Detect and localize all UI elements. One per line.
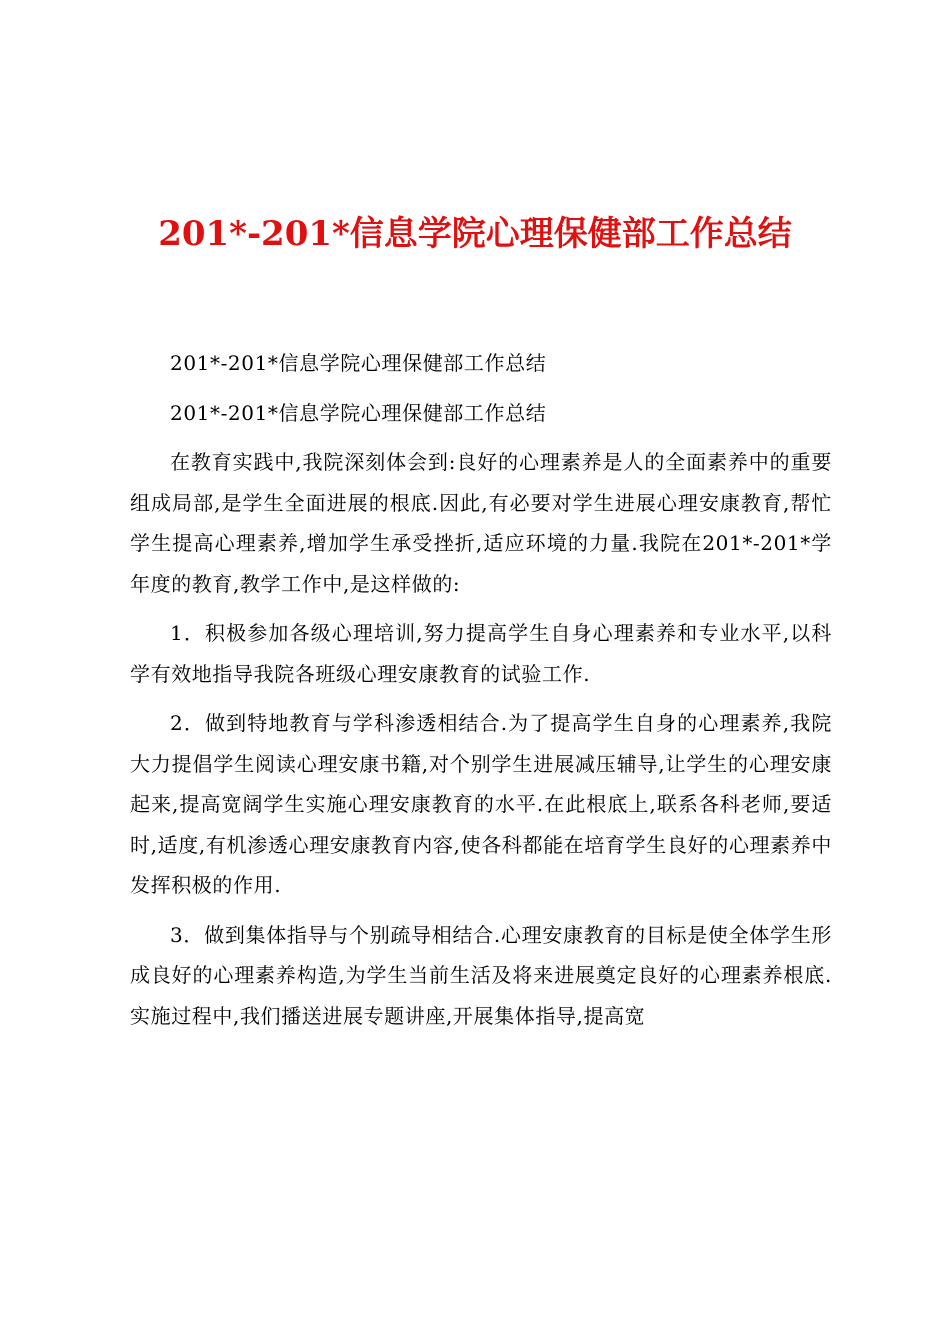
paragraph-intro: 在教育实践中,我院深刻体会到:良好的心理素养是人的全面素养中的重要组成局部,是学生全面进展的根底.因此,有必要对学生进展心理安康教育,帮忙学生提高心理素养,增加学生承受挫折,适应环境的力量.我院在201*-201*学年度的教育,教学工作中,是这样做的: bbox=[130, 450, 832, 596]
subtitle-line-1: 201*-201*信息学院心理保健部工作总结 bbox=[170, 351, 547, 375]
document-title: 201*-201*信息学院心理保健部工作总结 bbox=[158, 214, 792, 254]
paragraph-item-3: 3．做到集体指导与个别疏导相结合.心理安康教育的目标是使全体学生形成良好的心理素养构造,为学生当前生活及将来进展奠定良好的心理素养根底.实施过程中,我们播送进展专题讲座,开展集体指导,提高宽 bbox=[130, 922, 832, 1028]
subtitle-line-2: 201*-201*信息学院心理保健部工作总结 bbox=[170, 400, 547, 425]
paragraph-item-1: 1．积极参加各级心理培训,努力提高学生自身心理素养和专业水平,以科学有效地指导我院各班级心理安康教育的试验工作. bbox=[130, 621, 832, 686]
paragraph-item-2: 2．做到特地教育与学科渗透相结合.为了提高学生自身的心理素养,我院大力提倡学生阅读心理安康书籍,对个别学生进展减压辅导,让学生的心理安康起来,提高宽阔学生实施心理安康教育的水平.在此根底上,联系各科老师,要适时,适度,有机渗透心理安康教育内容,使各科都能在培育学生良好的心理素养中发挥积极的作用. bbox=[130, 711, 832, 897]
document-body bbox=[130, 343, 832, 1045]
